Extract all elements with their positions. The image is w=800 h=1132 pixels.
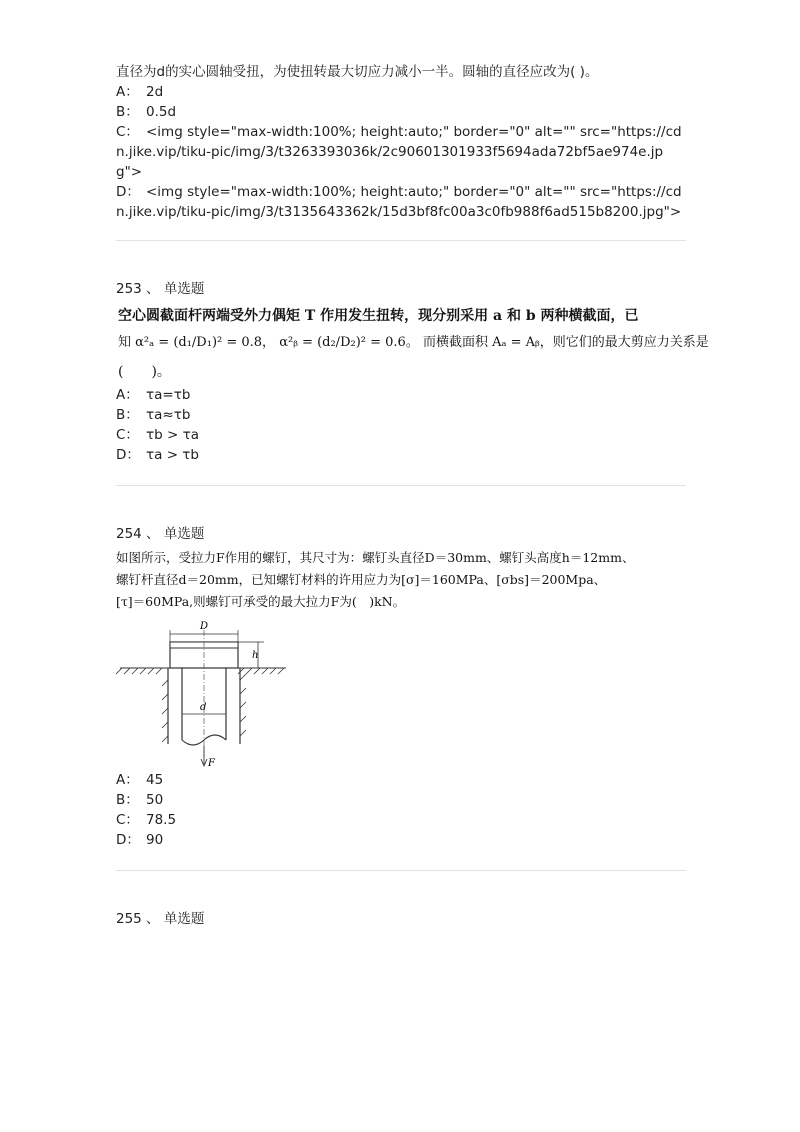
option-text: <img style="max-width:100%; height:auto;" border="0" alt="" src="https://cdn.jike.vip/tiku-pic/img/3/t3263393036k/2c90601301933f5694ada72bf5ae974e.jpg"> bbox=[116, 124, 682, 180]
option-b[interactable] bbox=[116, 790, 686, 810]
option-key: B： bbox=[116, 792, 139, 808]
stem-text: 而横截面积 Aₐ = Aᵦ，则它们的最大剪应力关系是 bbox=[422, 335, 709, 350]
question-253 bbox=[116, 279, 709, 465]
option-c[interactable] bbox=[116, 122, 686, 182]
dim-label-d: d bbox=[200, 702, 207, 713]
option-text: 45 bbox=[146, 772, 164, 788]
question-252 bbox=[116, 62, 686, 222]
question-254 bbox=[116, 524, 686, 850]
stem-line: [τ]＝60MPa,则螺钉可承受的最大拉力F为( )kN。 bbox=[116, 594, 406, 609]
option-text: 0.5d bbox=[146, 104, 177, 120]
option-key: D： bbox=[116, 447, 140, 463]
force-label-F: F bbox=[208, 758, 215, 769]
stem-line: ( )。 bbox=[118, 364, 171, 380]
stem-line: 空心圆截面杆两端受外力偶矩 T 作用发生扭转，现分别采用 a 和 b 两种横截面，已 bbox=[118, 308, 639, 324]
stem-text: 知 bbox=[118, 335, 132, 350]
question-header: 253 、 单选题 bbox=[116, 281, 205, 297]
dim-label-h: h bbox=[252, 650, 259, 661]
stem-line: 螺钉杆直径d＝20mm，已知螺钉材料的许用应力为[σ]＝160MPa、[σbs]＝200Mpa、 bbox=[116, 572, 607, 587]
option-d[interactable] bbox=[116, 830, 686, 850]
option-a[interactable] bbox=[116, 770, 686, 790]
option-d[interactable] bbox=[116, 182, 686, 222]
option-key: D： bbox=[116, 832, 140, 848]
option-text: τa=τb bbox=[146, 387, 191, 403]
option-text: 90 bbox=[146, 832, 164, 848]
option-text: 2d bbox=[146, 84, 164, 100]
option-key: D： bbox=[116, 184, 140, 200]
option-key: A： bbox=[116, 387, 139, 403]
option-key: A： bbox=[116, 772, 139, 788]
option-text: 50 bbox=[146, 792, 164, 808]
option-a[interactable] bbox=[116, 82, 686, 102]
formula-b: α²ᵦ = (d₂/D₂)² = 0.6。 bbox=[279, 335, 419, 350]
option-key: C： bbox=[116, 124, 139, 140]
option-key: C： bbox=[116, 427, 139, 443]
dim-label-D: D bbox=[200, 621, 209, 632]
option-text: 78.5 bbox=[146, 812, 177, 828]
question-list bbox=[116, 62, 709, 929]
question-255 bbox=[116, 909, 686, 929]
option-b[interactable] bbox=[116, 102, 686, 122]
formula-a: α²ₐ = (d₁/D₁)² = 0.8， bbox=[135, 335, 276, 350]
option-d[interactable] bbox=[116, 445, 686, 465]
bolt-diagram bbox=[116, 614, 296, 770]
option-c[interactable] bbox=[116, 425, 686, 445]
option-text: τb > τa bbox=[146, 427, 199, 443]
option-text: <img style="max-width:100%; height:auto;" border="0" alt="" src="https://cdn.jike.vip/tiku-pic/img/3/t3135643362k/15d3bf8fc00a3c0fb988f6ad515b8200.jpg"> bbox=[116, 184, 682, 220]
option-c[interactable] bbox=[116, 810, 686, 830]
option-a[interactable] bbox=[116, 385, 686, 405]
question-header: 254 、 单选题 bbox=[116, 526, 205, 542]
question-stem: 直径为d的实心圆轴受扭，为使扭转最大切应力减小一半。圆轴的直径应改为( )。 bbox=[116, 64, 599, 80]
question-stem-image bbox=[116, 548, 686, 614]
option-key: B： bbox=[116, 407, 139, 423]
question-header: 255 、 单选题 bbox=[116, 911, 205, 927]
option-key: A： bbox=[116, 84, 139, 100]
option-b[interactable] bbox=[116, 405, 686, 425]
option-key: C： bbox=[116, 812, 139, 828]
option-key: B： bbox=[116, 104, 139, 120]
stem-formula-line bbox=[118, 331, 709, 350]
question-image bbox=[116, 305, 709, 385]
option-text: τa≈τb bbox=[146, 407, 191, 423]
stem-line: 如图所示，受拉力F作用的螺钉，其尺寸为：螺钉头直径D＝30mm、螺钉头高度h＝12mm、 bbox=[116, 550, 635, 565]
option-text: τa > τb bbox=[146, 447, 199, 463]
